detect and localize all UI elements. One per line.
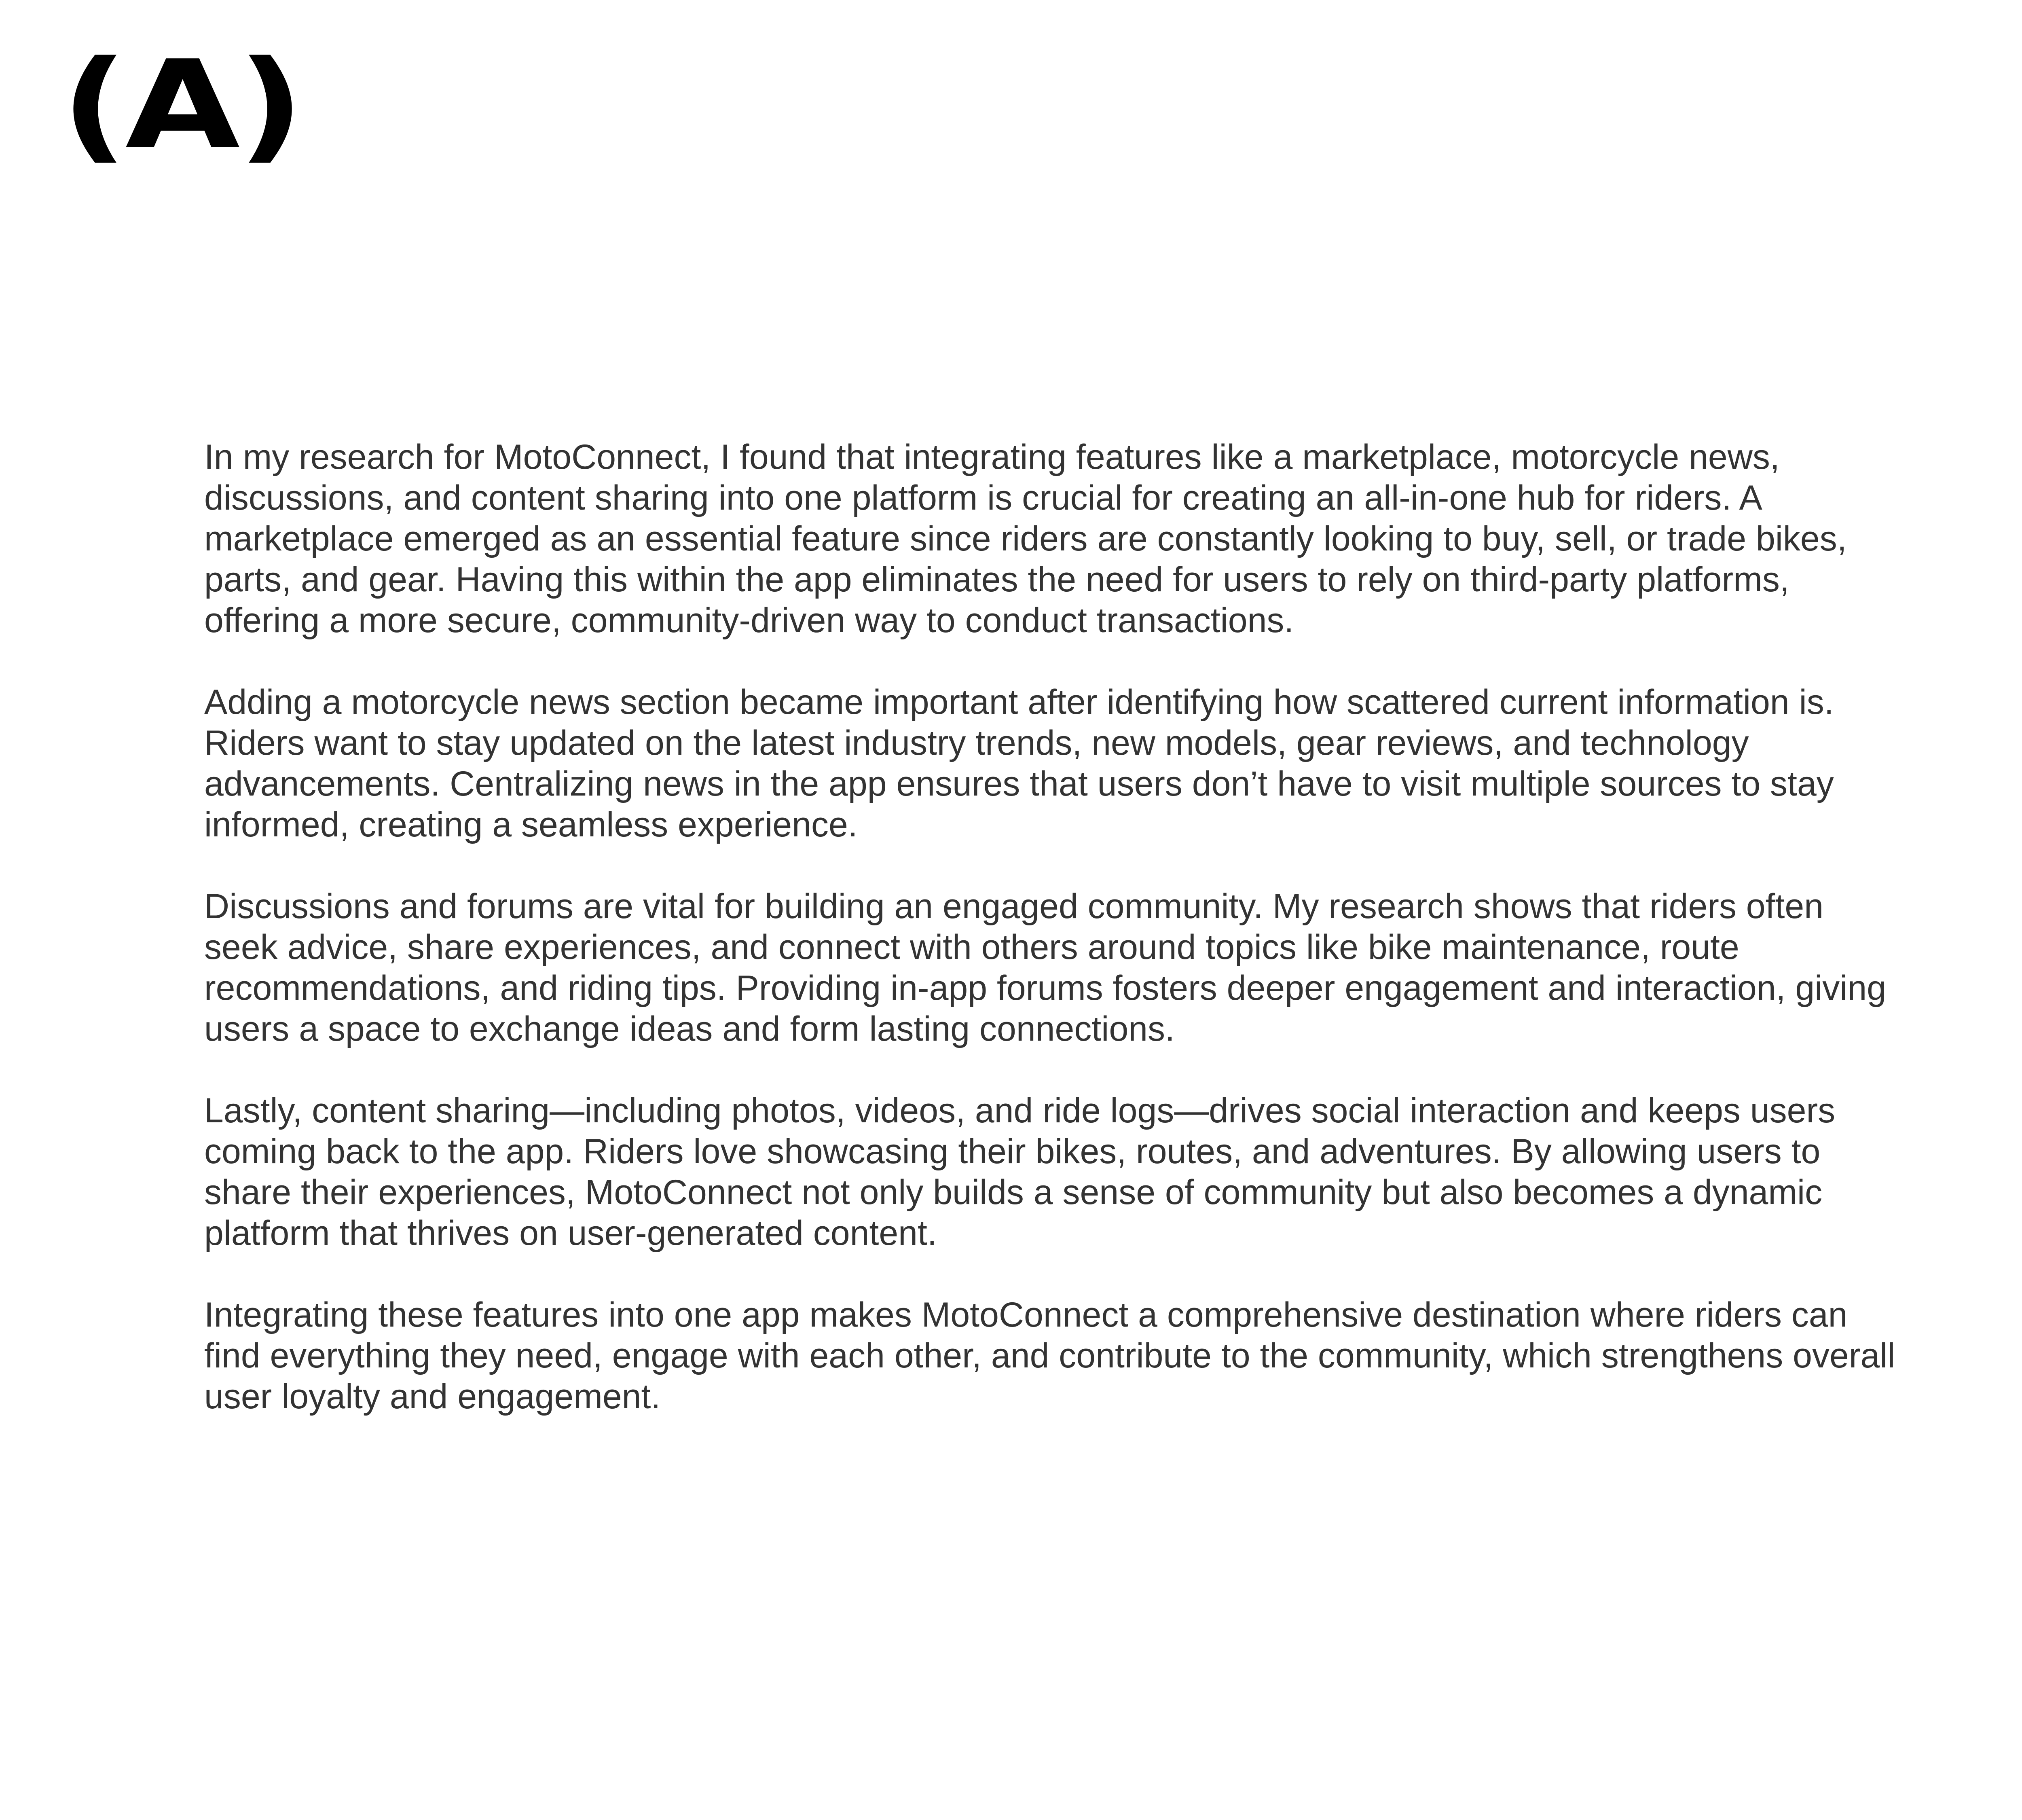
paragraph-discussions: Discussions and forums are vital for building an engaged community. My research shows that riders often seek advice, share experiences, and connect with others around topics like bike maintenance, route recommendations, and riding tips. Providing in-app forums fosters deeper engagement and interaction, giving users a space to exchange ideas and form lasting connections. [204,887,1887,1048]
paragraph-conclusion: Integrating these features into one app makes MotoConnect a comprehensive destination where riders can find everything they need, engage with each other, and contribute to the community, which strengthens overall user loyalty and engagement. [204,1295,1895,1416]
paragraph-content-sharing: Lastly, content sharing—including photos, videos, and ride logs—drives social interaction and keeps users coming back to the app. Riders love showcasing their bikes, routes, and adventures. By allowing users to share their experiences, MotoConnect not only builds a sense of community but also becomes a dynamic platform that thrives on user-generated content. [204,1091,1836,1253]
body-text [204,437,1903,1458]
paragraph-marketplace: In my research for MotoConnect, I found that integrating features like a marketplace, motorcycle news, discussions, and content sharing into one platform is crucial for creating an all-in-one hub for riders. A marketplace emerged as an essential feature since riders are constantly looking to buy, sell, or trade bikes, parts, and gear. Having this within the app eliminates the need for users to rely on third-party platforms, offering a more secure, community-driven way to conduct transactions. [204,438,1847,640]
logo: (A) [61,34,302,176]
paragraph-news: Adding a motorcycle news section became important after identifying how scattered current information is. Riders want to stay updated on the latest industry trends, new models, gear reviews, and technology advancements. Centralizing news in the app ensures that users don’t have to visit multiple sources to stay informed, creating a seamless experience. [204,683,1834,844]
